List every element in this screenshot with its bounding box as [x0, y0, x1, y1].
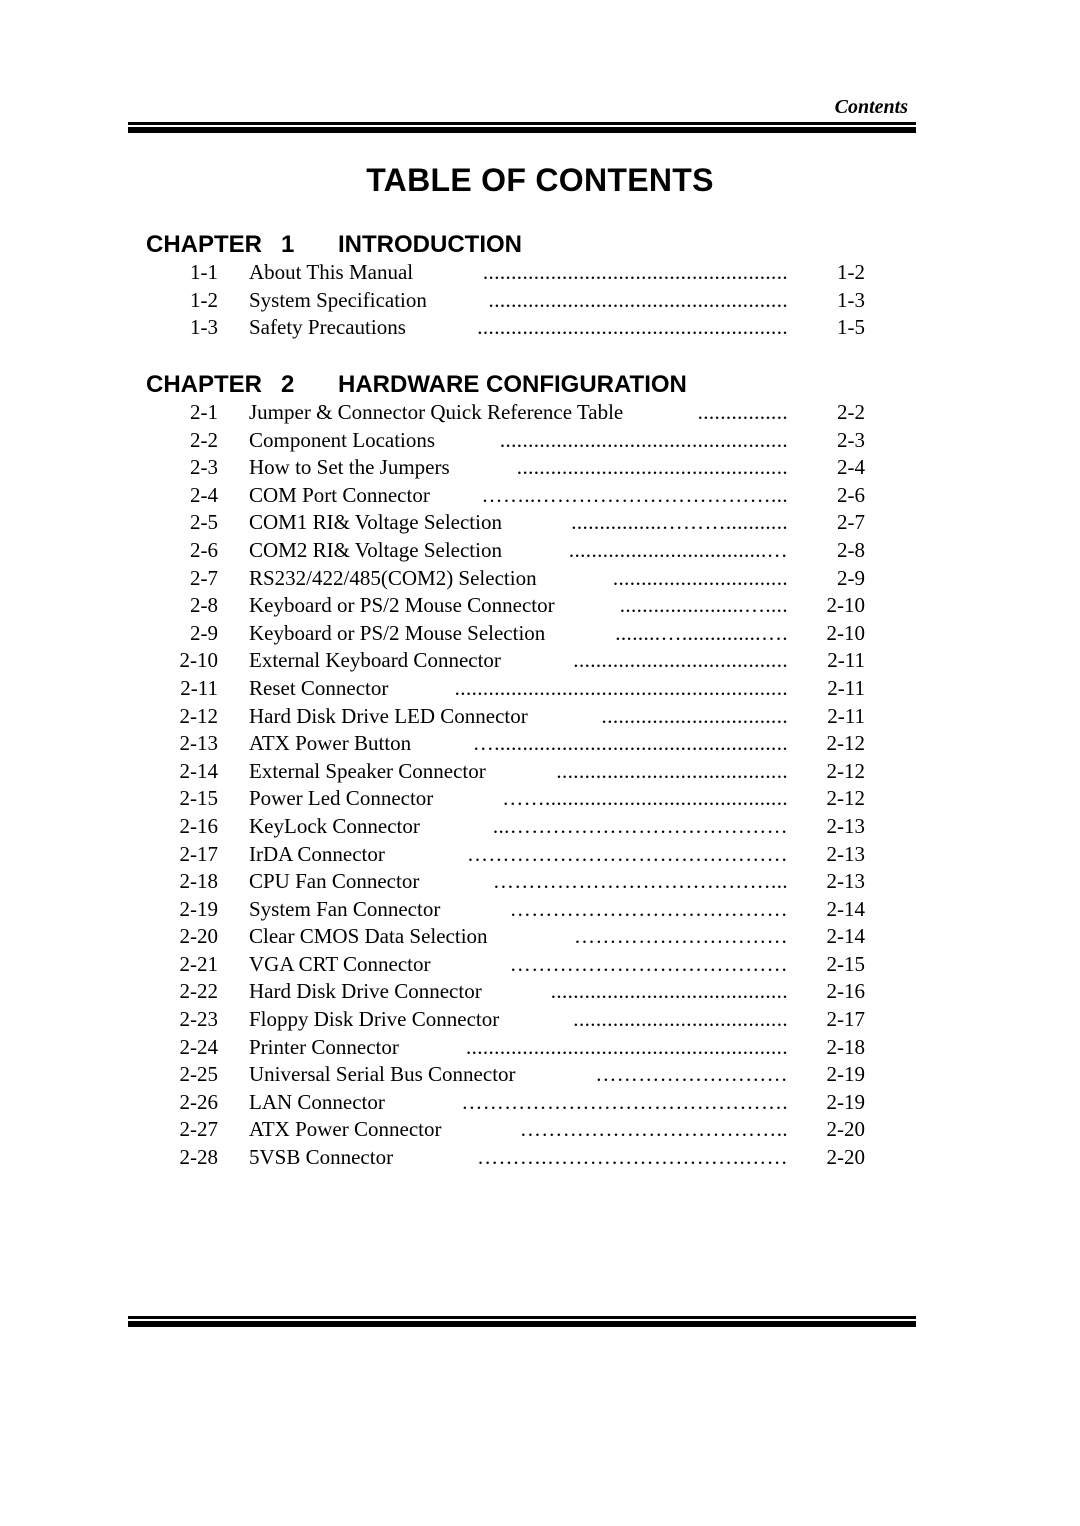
header-rule [128, 122, 916, 133]
dot-leader: ................................................... [499, 427, 788, 452]
entry-number: 2-7 [190, 565, 218, 590]
entry-page: 2-10 [826, 620, 865, 645]
entry-title: 5VSB Connector [249, 1145, 394, 1170]
dot-leader: …………………………………... [492, 869, 788, 894]
toc-entry[interactable] [0, 1116, 1080, 1144]
entry-number: 2-17 [179, 841, 218, 866]
entry-page: 2-14 [826, 896, 865, 921]
entry-page: 2-15 [826, 951, 865, 976]
toc-entry[interactable] [0, 1089, 1080, 1117]
dot-leader: ...................................... [573, 648, 788, 673]
toc-entry[interactable] [0, 565, 1080, 593]
entry-number: 2-12 [179, 703, 218, 728]
entry-title: Keyboard or PS/2 Mouse Selection [249, 620, 546, 645]
entry-number: 2-24 [179, 1034, 218, 1059]
chapter-heading-2 [146, 371, 687, 399]
entry-number: 2-10 [179, 648, 218, 673]
dot-leader: ...………………………………… [492, 813, 788, 838]
dot-leader: ...................................… [568, 537, 788, 562]
entry-page: 2-20 [826, 1145, 865, 1170]
entry-title: LAN Connector [249, 1089, 385, 1114]
entry-title: CPU Fan Connector [249, 869, 420, 894]
entry-page: 2-12 [826, 758, 865, 783]
entry-page: 2-7 [837, 510, 865, 535]
toc-list-chapter-1 [0, 259, 1080, 342]
entry-title: Keyboard or PS/2 Mouse Connector [249, 593, 555, 618]
toc-entry[interactable] [0, 1144, 1080, 1172]
entry-title: COM2 RI& Voltage Selection [249, 537, 502, 562]
toc-list-chapter-2 [0, 399, 1080, 1172]
entry-number: 2-14 [179, 758, 218, 783]
entry-page: 2-2 [837, 400, 865, 424]
entry-number: 2-13 [179, 731, 218, 756]
toc-entry[interactable] [0, 454, 1080, 482]
entry-title: How to Set the Jumpers [249, 455, 450, 480]
dot-leader: ................………........... [571, 510, 788, 535]
toc-entry[interactable] [0, 427, 1080, 455]
toc-entry[interactable] [0, 509, 1080, 537]
chapter-heading-1 [146, 231, 522, 259]
entry-number: 2-19 [179, 896, 218, 921]
chapter-word: CHAPTER [146, 371, 263, 398]
dot-leader: ............................... [612, 565, 788, 590]
dot-leader: ………………………… [574, 924, 788, 949]
dot-leader: ……….……………………….…… [477, 1145, 788, 1170]
entry-page: 2-11 [827, 703, 865, 728]
entry-page: 2-4 [837, 455, 865, 480]
entry-number: 2-22 [179, 979, 218, 1004]
entry-number: 2-8 [190, 593, 218, 618]
toc-entry[interactable] [0, 592, 1080, 620]
entry-page: 1-2 [837, 260, 865, 284]
entry-number: 2-5 [190, 510, 218, 535]
entry-page: 2-6 [837, 482, 865, 507]
entry-title: External Keyboard Connector [249, 648, 501, 673]
entry-page: 2-10 [826, 593, 865, 618]
dot-leader: ……………………… [595, 1062, 788, 1087]
toc-entry[interactable] [0, 1006, 1080, 1034]
dot-leader: ......................….... [619, 593, 788, 618]
toc-entry[interactable] [0, 978, 1080, 1006]
toc-entry[interactable] [0, 758, 1080, 786]
toc-entry[interactable] [0, 647, 1080, 675]
entry-number: 2-20 [179, 924, 218, 949]
entry-title: RS232/422/485(COM2) Selection [249, 565, 537, 590]
entry-title: COM Port Connector [249, 482, 430, 507]
entry-number: 2-3 [190, 455, 218, 480]
toc-entry[interactable] [0, 259, 1080, 287]
toc-entry[interactable] [0, 868, 1080, 896]
dot-leader: ...................................... [573, 1007, 788, 1032]
dot-leader: ………………………………… [509, 951, 788, 976]
entry-page: 1-3 [837, 287, 865, 312]
toc-entry[interactable] [0, 896, 1080, 924]
entry-title: ATX Power Button [249, 731, 412, 756]
entry-number: 2-25 [179, 1062, 218, 1087]
entry-title: KeyLock Connector [249, 813, 420, 838]
entry-page: 2-20 [826, 1117, 865, 1142]
running-header: Contents [834, 96, 908, 118]
dot-leader: ....................................................... [477, 315, 788, 340]
entry-title: Clear CMOS Data Selection [249, 924, 488, 949]
entry-number: 2-23 [179, 1007, 218, 1032]
dot-leader: ......................................................... [465, 1034, 788, 1059]
entry-page: 2-17 [826, 1007, 865, 1032]
toc-entry[interactable] [0, 923, 1080, 951]
entry-page: 2-11 [827, 648, 865, 673]
toc-entry[interactable] [0, 841, 1080, 869]
entry-title: Hard Disk Drive Connector [249, 979, 482, 1004]
entry-page: 2-12 [826, 786, 865, 811]
entry-number: 2-15 [179, 786, 218, 811]
toc-entry[interactable] [0, 730, 1080, 758]
entry-title: Universal Serial Bus Connector [249, 1062, 516, 1087]
entry-page: 2-3 [837, 427, 865, 452]
entry-title: Power Led Connector [249, 786, 434, 811]
chapter-number: 2 [281, 371, 295, 398]
footer-rule [128, 1316, 916, 1327]
dot-leader: ……..……………………………... [481, 482, 788, 507]
toc-entry[interactable] [0, 951, 1080, 979]
entry-number: 2-6 [190, 537, 218, 562]
entry-page: 2-13 [826, 813, 865, 838]
dot-leader: ……………………………….. [519, 1117, 788, 1142]
entry-page: 2-19 [826, 1089, 865, 1114]
entry-title: COM1 RI& Voltage Selection [249, 510, 502, 535]
dot-leader: ......................................... [556, 758, 788, 783]
dot-leader: ……………………………………… [467, 841, 788, 866]
dot-leader: ................................................ [516, 455, 788, 480]
entry-page: 2-18 [826, 1034, 865, 1059]
entry-number: 2-9 [190, 620, 218, 645]
toc-entry[interactable] [0, 482, 1080, 510]
entry-title: VGA CRT Connector [249, 951, 431, 976]
entry-number: 2-16 [179, 813, 218, 838]
entry-title: IrDA Connector [249, 841, 385, 866]
entry-number: 2-1 [190, 400, 218, 424]
dot-leader: ........................................................... [454, 675, 788, 700]
entry-title: External Speaker Connector [249, 758, 486, 783]
entry-number: 2-28 [179, 1145, 218, 1170]
entry-title: About This Manual [249, 260, 414, 284]
entry-number: 2-26 [179, 1089, 218, 1114]
page-title: TABLE OF CONTENTS [366, 162, 714, 198]
entry-title: Safety Precautions [249, 315, 406, 340]
chapter-word: CHAPTER [146, 231, 263, 258]
toc-entry[interactable] [0, 287, 1080, 315]
dot-leader: ………………………………………. [461, 1089, 788, 1114]
toc-entry[interactable] [0, 399, 1080, 427]
entry-title: ATX Power Connector [249, 1117, 442, 1142]
dot-leader: ................ [697, 400, 788, 424]
toc-entry[interactable] [0, 785, 1080, 813]
toc-entry[interactable] [0, 314, 1080, 342]
entry-number: 1-2 [190, 287, 218, 312]
chapter-title: HARDWARE CONFIGURATION [338, 371, 687, 398]
dot-leader: ….................................................... [472, 731, 788, 756]
dot-leader: ……........................................... [502, 786, 788, 811]
entry-number: 2-18 [179, 869, 218, 894]
dot-leader: ………………………………… [509, 896, 788, 921]
entry-page: 1-5 [837, 315, 865, 340]
entry-page: 2-16 [826, 979, 865, 1004]
toc-entry[interactable] [0, 703, 1080, 731]
entry-title: Floppy Disk Drive Connector [249, 1007, 500, 1032]
chapter-number: 1 [281, 231, 295, 258]
entry-page: 2-11 [827, 675, 865, 700]
entry-number: 2-21 [179, 951, 218, 976]
toc-entry[interactable] [0, 620, 1080, 648]
entry-number: 2-4 [190, 482, 218, 507]
dot-leader: .......................................... [550, 979, 788, 1004]
entry-page: 2-13 [826, 869, 865, 894]
chapter-title: INTRODUCTION [338, 231, 522, 258]
entry-title: System Specification [249, 287, 427, 312]
toc-entry[interactable] [0, 675, 1080, 703]
dot-leader: ........…..............…. [615, 620, 788, 645]
entry-title: Component Locations [249, 427, 436, 452]
entry-number: 2-27 [179, 1117, 218, 1142]
toc-entry[interactable] [0, 813, 1080, 841]
entry-number: 1-3 [190, 315, 218, 340]
entry-page: 2-9 [837, 565, 865, 590]
entry-number: 1-1 [190, 260, 218, 284]
dot-leader: ...................................................... [482, 260, 788, 284]
entry-page: 2-19 [826, 1062, 865, 1087]
entry-number: 2-2 [190, 427, 218, 452]
entry-title: System Fan Connector [249, 896, 441, 921]
entry-title: Hard Disk Drive LED Connector [249, 703, 528, 728]
dot-leader: ................................. [601, 703, 788, 728]
toc-entry[interactable] [0, 537, 1080, 565]
entry-page: 2-14 [826, 924, 865, 949]
entry-title: Printer Connector [249, 1034, 399, 1059]
dot-leader: ..................................................... [488, 287, 788, 312]
entry-number: 2-11 [180, 675, 218, 700]
entry-page: 2-8 [837, 537, 865, 562]
entry-title: Jumper & Connector Quick Reference Table [249, 400, 624, 424]
entry-page: 2-13 [826, 841, 865, 866]
entry-title: Reset Connector [249, 675, 389, 700]
toc-entry[interactable] [0, 1034, 1080, 1062]
toc-entry[interactable] [0, 1061, 1080, 1089]
entry-page: 2-12 [826, 731, 865, 756]
